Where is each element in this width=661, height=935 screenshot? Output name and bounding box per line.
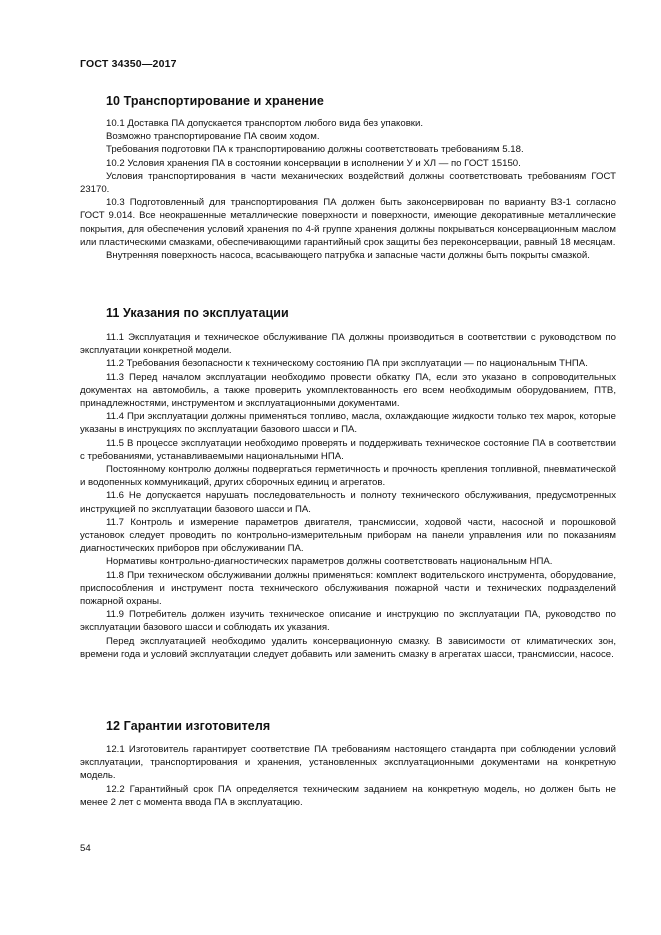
section-11 bbox=[80, 306, 616, 661]
paragraph: 11.1 Эксплуатация и техническое обслуживание ПА должны производиться в соответствии с руководством по эксплуатации конкретной модели. bbox=[80, 332, 616, 357]
paragraph: 11.4 При эксплуатации должны применяться топливо, масла, охлаждающие жидкости только тех марок, которые указаны в инструкциях по эксплуатации базового шасси и ПА. bbox=[80, 411, 616, 436]
paragraph: 12.1 Изготовитель гарантирует соответствие ПА требованиям настоящего стандарта при соблюдении условий эксплуатации, транспортирования и хранения, установленных эксплуатационными документами на конкретную модель. bbox=[80, 744, 616, 782]
document-header: ГОСТ 34350—2017 bbox=[80, 58, 177, 70]
paragraph: 10.1 Доставка ПА допускается транспортом любого вида без упаковки. bbox=[106, 118, 424, 129]
section-title: 12 Гарантии изготовителя bbox=[106, 719, 271, 733]
paragraph: 11.9 Потребитель должен изучить техническое описание и инструкцию по эксплуатации ПА, руководство по эксплуатации базового шасси и соблюдать их указания. bbox=[80, 609, 616, 634]
section-title: 10 Транспортирование и хранение bbox=[106, 94, 324, 108]
section-10 bbox=[80, 94, 616, 262]
paragraph: 11.3 Перед началом эксплуатации необходимо провести обкатку ПА, если это указано в сопроводительных документах на автомобиль, а также проверить укомплектованность его всем необходимым оборудованием, ПТВ, принадлежностями, инструментом и эксплуатационными документами. bbox=[80, 371, 616, 410]
paragraph: Внутренняя поверхность насоса, всасывающего патрубка и запасные части должны быть покрыты смазкой. bbox=[106, 250, 590, 262]
paragraph: 11.2 Требования безопасности к техническому состоянию ПА при эксплуатации — по национальным ТНПА. bbox=[106, 358, 588, 370]
paragraph: 10.2 Условия хранения ПА в состоянии консервации в исполнении У и ХЛ — по ГОСТ 15150. bbox=[106, 157, 521, 169]
section-title: 11 Указания по эксплуатации bbox=[106, 306, 289, 320]
paragraph: Условия транспортирования в части механических воздействий должны соответствовать требованиям ГОСТ 23170. bbox=[80, 170, 616, 196]
paragraph: Нормативы контрольно-диагностических параметров должны соответствовать национальным НПА. bbox=[106, 556, 553, 568]
paragraph: 11.7 Контроль и измерение параметров двигателя, трансмиссии, ходовой части, насосной и порошковой установок следует проводить по контрольно-измерительным приборам на панели управления или по показаниям диагностических приборов при обслуживании ПА. bbox=[80, 516, 616, 555]
paragraph: 12.2 Гарантийный срок ПА определяется техническим заданием на конкретную модель, но должен быть не менее 2 лет с момента ввода ПА в эксплуатацию. bbox=[80, 783, 616, 808]
page-number: 54 bbox=[80, 843, 91, 854]
paragraph: 10.3 Подготовленный для транспортирования ПА должен быть законсервирован по варианту ВЗ-1 согласно ГОСТ 9.014. Все неокрашенные металлические поверхности и поверхности, имеющие декоративные металлические покрытия, для обеспечения условий хранения по 4-й группе хранения должны покрываться консервационным маслом или пластическими смазками, обеспечивающими гарантийный срок защиты без переконсервации, равный 18 месяцам. bbox=[80, 197, 616, 248]
paragraph: Перед эксплуатацией необходимо удалить консервационную смазку. В зависимости от климатических зон, времени года и условий эксплуатации следует добавить или заменить смазку в агрегатах шасси, трансмиссии, насосе. bbox=[80, 635, 616, 660]
section-12 bbox=[80, 719, 616, 809]
paragraph: Постоянному контролю должны подвергаться герметичность и прочность крепления топливной, пневматической и водопенных коммуникаций, других сборочных единиц и агрегатов. bbox=[80, 464, 616, 489]
paragraph: Требования подготовки ПА к транспортированию должны соответствовать требованиям 5.18. bbox=[106, 144, 524, 156]
paragraph: 11.5 В процессе эксплуатации необходимо проверять и поддерживать техническое состояние ПА в соответствии с требованиями, устанавливаемыми национальными НПА. bbox=[80, 437, 616, 462]
paragraph: Возможно транспортирование ПА своим ходом. bbox=[106, 131, 320, 143]
paragraph: 11.8 При техническом обслуживании должны применяться: комплект водительского инструмента, оборудование, приспособления и инструмент поста технического обслуживания пожарной части и технических подразделений пожарной охраны. bbox=[80, 569, 616, 608]
paragraph: 11.6 Не допускается нарушать последовательность и полноту технического обслуживания, предусмотренных инструкцией по эксплуатации базового шасси и ПА. bbox=[80, 490, 616, 515]
